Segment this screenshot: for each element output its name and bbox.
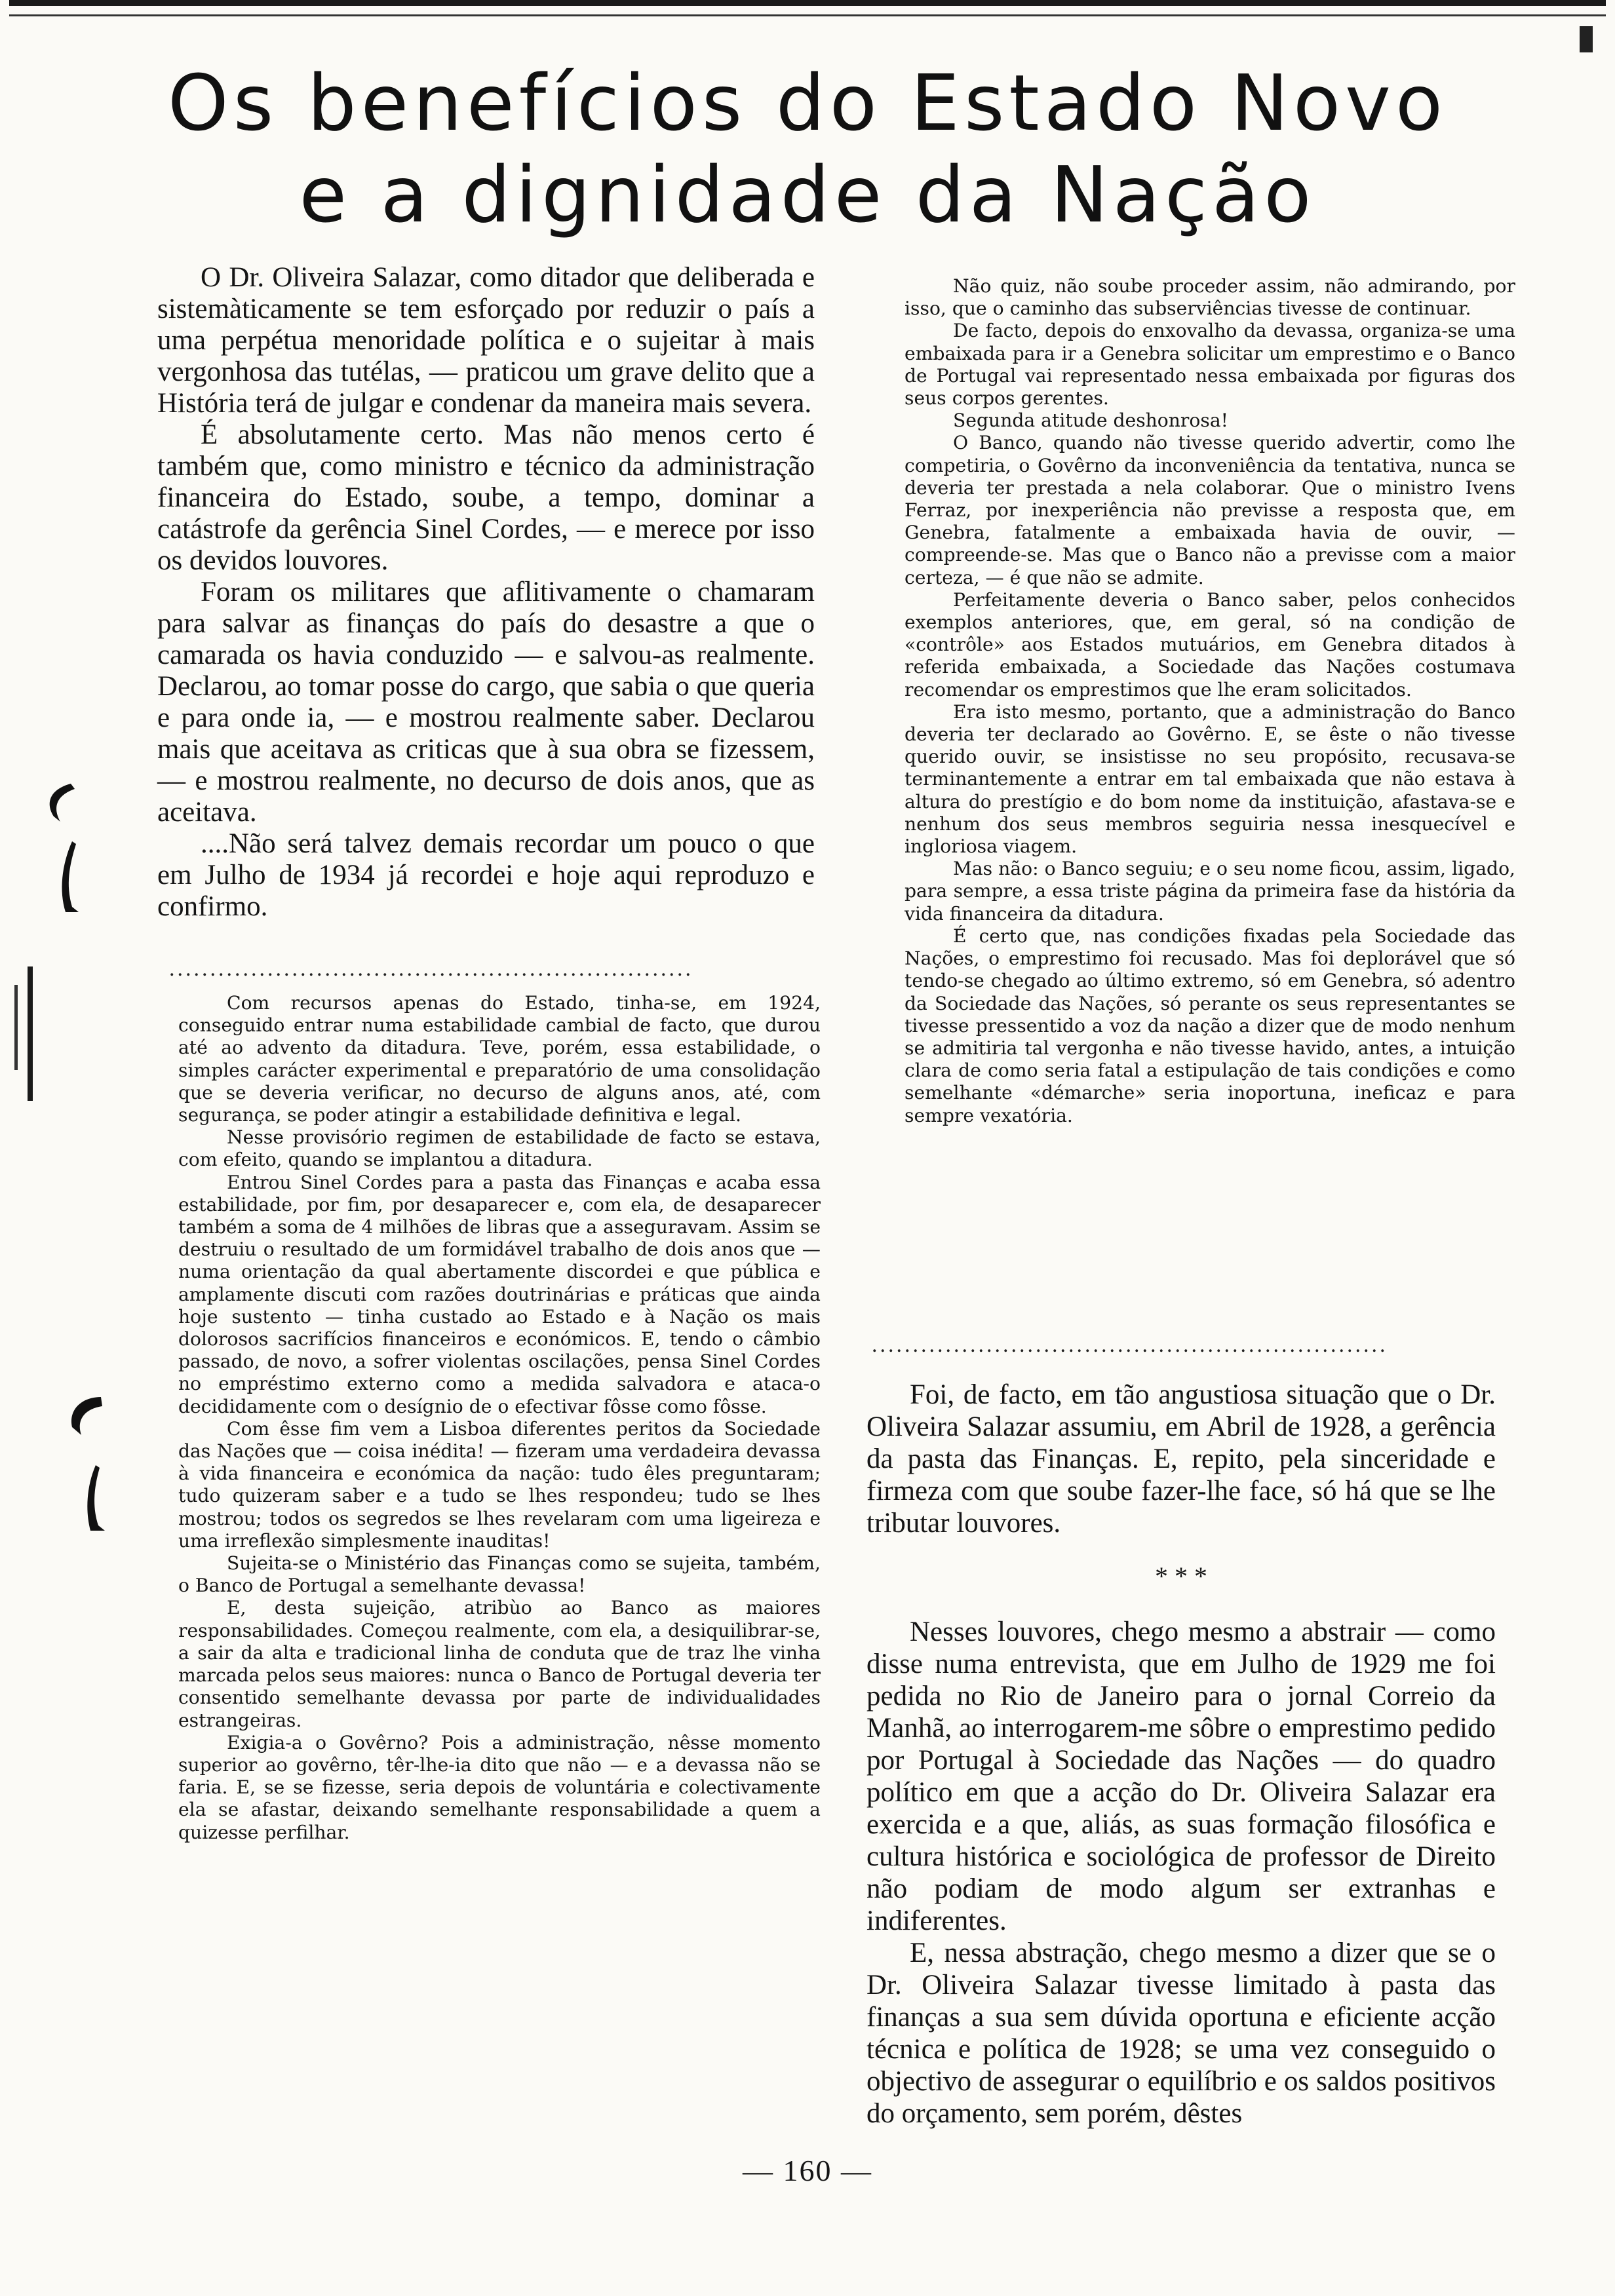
quoted-paragraph: Nesse provisório regimen de estabilidade de facto se estava, com efeito, quando se implantou a ditadura. (178, 1126, 821, 1171)
margin-annotation-mark (63, 1390, 104, 1443)
top-border-rule-thin (9, 14, 1606, 16)
quoted-paragraph: Com recursos apenas do Estado, tinha-se, em 1924, conseguido entrar numa estabilidade cambial de facto, que durou até ao advento da ditadura. Teve, porém, essa estabilidade, o simples carácter experimental e preparatório de uma consolidação que se deveria verificar, no decurso de alguns anos, até, com segurança, se poder atingir a estabilidade definitiva e legal. (178, 992, 821, 1126)
margin-annotation-mark (38, 780, 79, 826)
right-column-quoted-text (905, 275, 1515, 1127)
margin-annotation-mark (46, 839, 87, 917)
top-border-rule (9, 0, 1606, 6)
dotted-separator: ............................................................... (872, 1334, 1388, 1356)
quoted-paragraph: Sujeita-se o Ministério das Finanças como se sujeita, também, o Banco de Portugal a semelhante devassa! (178, 1552, 821, 1597)
quoted-paragraph: Mas não: o Banco seguiu; e o seu nome ficou, assim, ligado, para sempre, a essa triste página da primeira fase da história da vida financeira da ditadura. (905, 858, 1515, 925)
left-column-quoted-text (178, 992, 821, 1844)
margin-annotation-mark (73, 1463, 114, 1535)
corner-mark (1580, 26, 1593, 52)
quoted-paragraph: É certo que, nas condições fixadas pela Sociedade das Nações, o emprestimo foi recusado. Mas foi deplorável que só tendo-se chegado ao último extremo, só em Genebra, só adentro da Sociedade das Nações, só perante os seus representantes se tivesse pressentido a voz da nação a dizer que de modo nenhum se admitiria tal vergonha e não tivesse havido, antes, a intuição clara de como seria fatal a estipulação de tais condições e como semelhante «démarche» seria inoportuna, ineficaz e para sempre vexatória. (905, 925, 1515, 1126)
paragraph: O Dr. Oliveira Salazar, como ditador que deliberada e sistemàticamente se tem esforçado por reduzir o país a uma perpétua menoridade política e o sujeitar à mais vergonhosa das tutélas, — praticou um grave delito que a História terá de julgar e condenar da maneira mais severa. (157, 262, 815, 419)
quoted-paragraph: Segunda atitude deshonrosa! (953, 410, 1228, 432)
quoted-paragraph: Exigia-a o Govêrno? Pois a administração, nêsse momento superior ao govêrno, têr-lhe-ia dito que não — e a devassa não se faria. E, se se fizesse, seria depois de voluntária e colectivamente ela se afastar, deixando semelhante responsabilidade a quem a quizesse perfilhar. (178, 1731, 821, 1843)
paragraph: E, nessa abstração, chego mesmo a dizer que se o Dr. Oliveira Salazar tivesse limitado à pasta das finanças a sua sem dúvida oportuna e eficiente acção técnica e política de 1928; se uma vez conseguido o objectivo de assegurar o equilíbrio e os saldos positivos do orçamento, sem porém, dêstes (866, 1938, 1496, 2129)
quoted-paragraph: Entrou Sinel Cordes para a pasta das Finanças e acaba essa estabilidade, por fim, por desaparecer e, com ela, de desaparecer também a soma de 4 milhões de libras que a asseguravam. Assim se destruiu o resultado de um formidável trabalho de dois anos que — numa orientação da qual abertamente discordei e que pública e amplamente discuti com razões doutrinárias e práticas que ainda hoje sustento — tinha custado ao Estado e à Nação os mais dolorosos sacrifícios financeiros e económicos. E, tendo o câmbio passado, de novo, a sofrer violentas oscilações, pensa Sinel Cordes no empréstimo externo como a medida salvadora e ataca-o decididamente com o desígnio de o efectivar fôsse como fôsse. (178, 1171, 821, 1417)
right-column-continuation (866, 1616, 1496, 2130)
margin-bracket-mark (14, 985, 18, 1070)
quoted-paragraph: E, desta sujeição, atribùo ao Banco as maiores responsabilidades. Começou realmente, com ela, a desiquilibrar-se, a sair da alta e tradicional linha de conduta que de traz lhe vinha marcada pelos seus maiores: nunca o Banco de Portugal deveria ter consentido semelhante devassa por parte de individualidades estrangeiras. (178, 1597, 821, 1731)
paragraph: É absolutamente certo. Mas não menos certo é também que, como ministro e técnico da administração financeira do Estado, soube, a tempo, dominar a catástrofe da gerência Sinel Cordes, — e merece por isso os devidos louvores. (157, 419, 815, 576)
asterism-separator: * * * (1155, 1561, 1207, 1591)
article-title-line-1: Os benefícios do Estado Novo (167, 58, 1448, 148)
left-column-lead (157, 262, 815, 923)
margin-bracket-mark (28, 966, 33, 1101)
quoted-paragraph: Com êsse fim vem a Lisboa diferentes peritos da Sociedade das Nações que — coisa inédita! — fizeram uma verdadeira devassa à vida financeira e económica da nação: tudo êles preguntaram; tudo quizeram saber e a tudo se lhes respondeu; tudo se lhes mostrou; todos os segredos se lhes revelaram com uma ligeireza e uma irreflexão simplesmente inauditas! (178, 1417, 821, 1552)
quoted-paragraph: O Banco, quando não tivesse querido advertir, como lhe competiria, o Govêrno da inconveniência da tentativa, nunca se deveria ter prestada a nela colaborar. Que o ministro Ivens Ferraz, por inexperiência não previsse a resposta que, em Genebra, fatalmente a embaixada havia de ouvir, — compreende-se. Mas que o Banco não a previsse com a maior certeza, — é que não se admite. (905, 432, 1515, 588)
quoted-paragraph: Perfeitamente deveria o Banco saber, pelos conhecidos exemplos anteriores, que, em geral, só na condição de «contrôle» aos Estados mutuários, em Genebra ditados à referida embaixada, a Sociedade das Nações costumava recomendar os emprestimos que lhe eram solicitados. (905, 588, 1515, 700)
quoted-paragraph: Era isto mesmo, portanto, que a administração do Banco deveria ter declarado ao Govêrno. E, se êste o não tivesse querido ouvir, se insistisse no seu propósito, recusava-se terminantemente a entrar em tal embaixada que não estava à altura do prestígio e do bom nome da instituição, afastava-se e nenhum dos seus membros seguiria nessa inesquecível e ingloriosa viagem. (905, 700, 1515, 858)
article-title-line-2: e a dignidade da Nação (299, 149, 1316, 240)
paragraph: ....Não será talvez demais recordar um pouco o que em Julho de 1934 já recordei e hoje aqui reproduzo e confirmo. (157, 828, 815, 922)
page-number: — 160 — (743, 2154, 872, 2187)
paragraph: Nesses louvores, chego mesmo a abstrair — como disse numa entrevista, que em Julho de 1929 me foi pedida no Rio de Janeiro para o jornal Correio da Manhã, ao interrogarem-me sôbre o emprestimo pedido por Portugal à Sociedade das Nações — do quadro político em que a acção do Dr. Oliveira Salazar era exercida e a que, aliás, as suas formação filosófica e cultura histórica e sociológica de professor de Direito não podiam de modo algum ser extranhas e indiferentes. (866, 1617, 1496, 1936)
dotted-separator: ................................................................ (169, 958, 693, 980)
paragraph: Foram os militares que aflitivamente o chamaram para salvar as finanças do país do desastre a que o camarada os havia conduzido — e salvou-as realmente. Declarou, ao tomar posse do cargo, que sabia o que queria e para onde ia, — e mostrou realmente saber. Declarou mais que aceitava as criticas que à sua obra se fizessem, — e mostrou realmente, no decurso de dois anos, que as aceitava. (157, 577, 815, 828)
paragraph: Foi, de facto, em tão angustiosa situação que o Dr. Oliveira Salazar assumiu, em Abril de 1928, a gerência da pasta das Finanças. E, repito, pela sinceridade e firmeza com que soube fazer-lhe face, só há que se lhe tributar louvores. (866, 1379, 1496, 1539)
quoted-paragraph: De facto, depois do enxovalho da devassa, organiza-se uma embaixada para ir a Genebra solicitar um emprestimo e o Banco de Portugal vai representado nessa embaixada por figuras dos seus corpos gerentes. (905, 320, 1515, 410)
quoted-paragraph: Não quiz, não soube proceder assim, não admirando, por isso, que o caminho das subserviências tivesse de continuar. (905, 275, 1515, 320)
right-column-closing (866, 1379, 1496, 1539)
